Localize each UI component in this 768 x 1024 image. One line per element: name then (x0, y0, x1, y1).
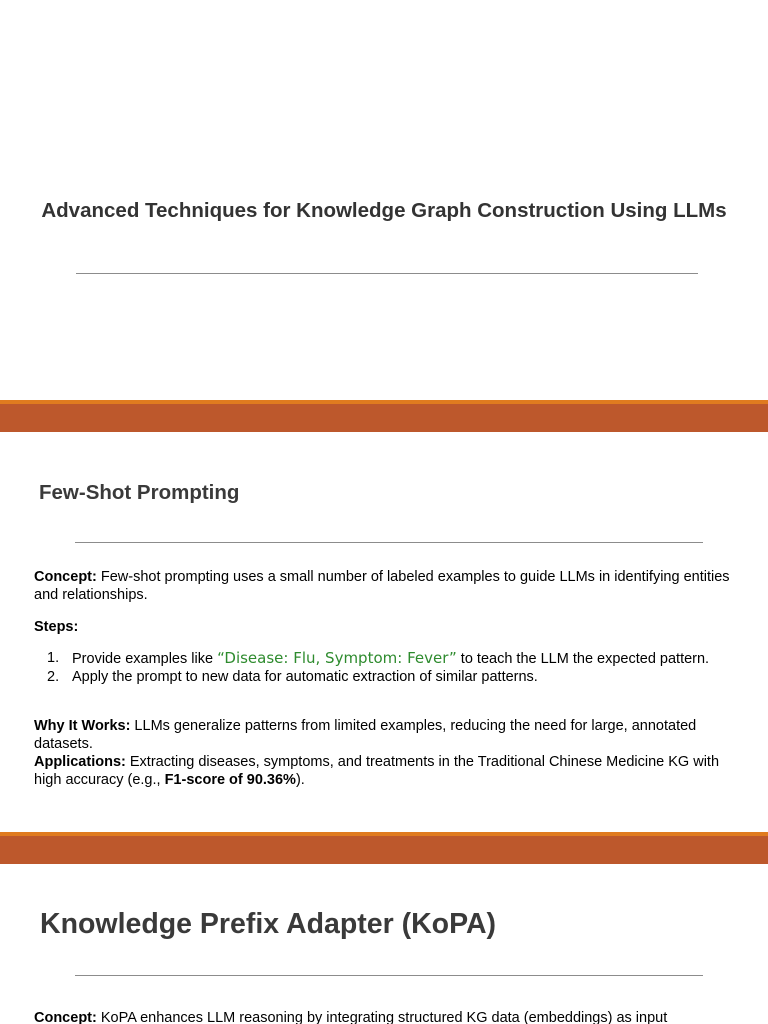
separator-main-stripe (0, 404, 768, 432)
title-slide (0, 0, 768, 400)
applications-end: ). (295, 772, 305, 788)
slide-title-kopa: Knowledge Prefix Adapter (KoPA) (40, 908, 497, 940)
step-text: Apply the prompt to new data for automatic extraction of similar patterns. (72, 669, 538, 685)
list-item (34, 668, 734, 686)
example-code-text: “Disease: Flu, Symptom: Fever” (217, 649, 457, 667)
separator-main-stripe (0, 836, 768, 864)
concept-label: Concept: (34, 569, 97, 585)
applications-label: Applications: (34, 754, 126, 770)
steps-block (34, 649, 734, 686)
f1-score-highlight: F1-score of 90.36% (164, 772, 296, 788)
slide-separator-band (0, 832, 768, 864)
step-number: 1. (47, 650, 60, 666)
concept-text: KoPA enhances LLM reasoning by integrating structured KG data (embeddings) as input (96, 1010, 668, 1024)
concept-text: Few-shot prompting uses a small number of labeled examples to guide LLMs in identifying entities and relationships. (34, 569, 730, 603)
applications-text: Extracting diseases, symptoms, and treatments in the Traditional Chinese Medicine KG with high accuracy (e.g., (34, 754, 720, 788)
step-number: 2. (47, 669, 60, 685)
list-item (34, 649, 734, 668)
why-label: Why It Works: (34, 718, 131, 734)
presentation-title: Advanced Techniques for Knowledge Graph Construction Using LLMs (41, 199, 727, 222)
why-text: LLMs generalize patterns from limited examples, reducing the need for large, annotated datasets. (34, 718, 697, 752)
concept-paragraph (34, 568, 734, 604)
step-text-continued: to teach the LLM the expected pattern. (456, 651, 710, 667)
concept-paragraph (34, 1009, 754, 1024)
steps-heading (34, 618, 734, 636)
slide-title-few-shot: Few-Shot Prompting (39, 481, 240, 504)
slide-divider (75, 975, 703, 976)
concept-label: Concept: (34, 1010, 97, 1024)
slide-separator-band (0, 400, 768, 432)
steps-list (34, 649, 734, 686)
why-it-works-paragraph (34, 717, 734, 789)
title-divider (76, 273, 698, 274)
slide-divider (75, 542, 703, 543)
step-text: Provide examples like (72, 651, 218, 667)
steps-label: Steps: (34, 619, 79, 635)
